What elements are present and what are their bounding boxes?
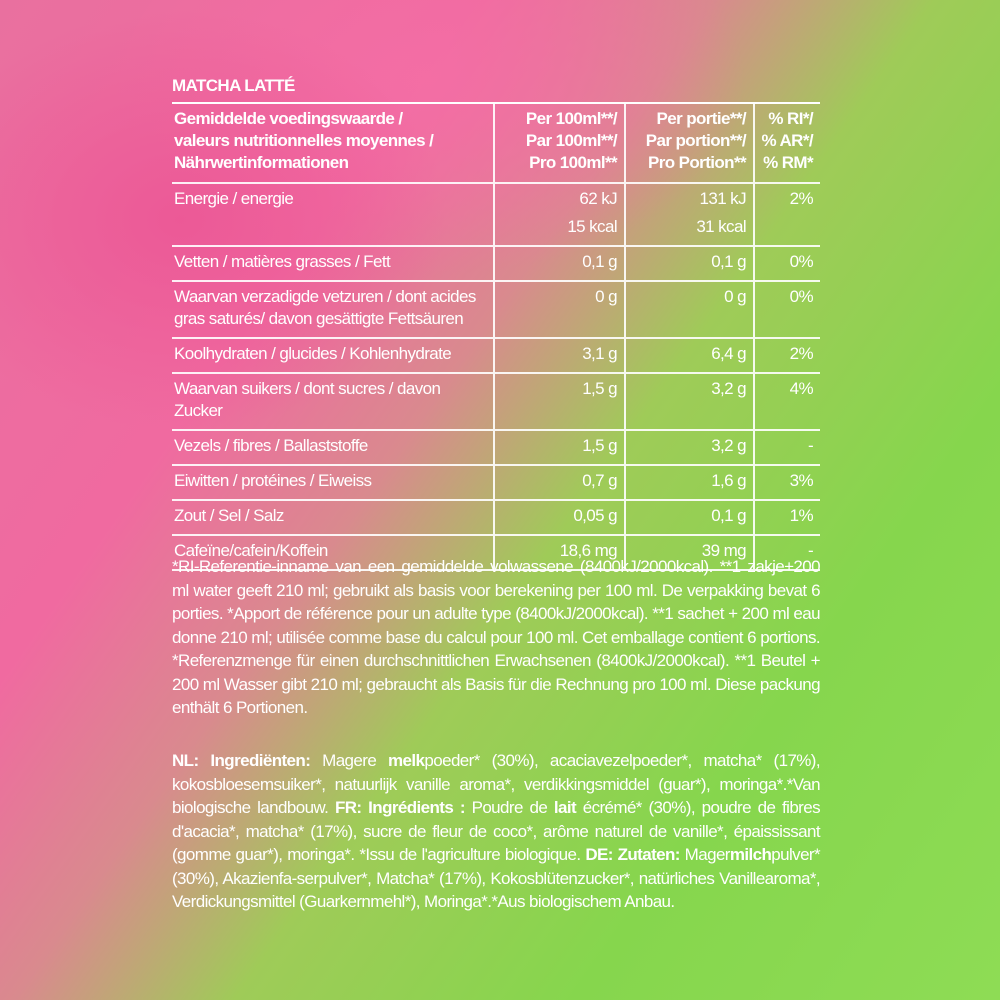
header-line: Per 100ml**/ (525, 109, 617, 128)
nutrient-name (172, 500, 494, 535)
per-portion-value: 0,1 g (711, 506, 746, 525)
per-100ml-value: 18,6 mg (559, 541, 617, 560)
ingredient-text: Mager (679, 845, 730, 864)
per-100ml (494, 373, 625, 430)
ri-percent-value: 2% (789, 344, 813, 363)
ri-percent (754, 281, 820, 338)
ingredient-emphasis: milch (729, 845, 772, 864)
nutrient-name-value: Zout / Sel / Salz (174, 506, 284, 525)
per-100ml (494, 246, 625, 281)
header-per-100ml (494, 104, 625, 183)
header-line: % RM* (763, 153, 813, 172)
nutrition-panel (172, 76, 820, 571)
per-portion (625, 246, 754, 281)
per-100ml (494, 465, 625, 500)
nutrient-name (172, 373, 494, 430)
header-line: Par portion**/ (645, 131, 746, 150)
nutrient-name-value: Vetten / matières grasses / Fett (174, 252, 391, 271)
ri-percent (754, 465, 820, 500)
header-line: valeurs nutritionnelles moyennes / (174, 131, 434, 150)
per-portion-value: 39 mg (701, 541, 746, 560)
ri-percent (754, 246, 820, 281)
per-portion-value: 3,2 g (711, 379, 746, 398)
ingredient-text: Magere (310, 751, 389, 770)
per-portion (625, 373, 754, 430)
per-100ml (494, 183, 625, 246)
per-100ml-value: 62 kJ (579, 189, 617, 208)
per-portion-value: 6,4 g (711, 344, 746, 363)
nutrient-name-value: Energie / energie (174, 189, 294, 208)
ri-percent (754, 373, 820, 430)
nutrient-name-value: Vezels / fibres / Ballaststoffe (174, 436, 368, 455)
nutrient-name (172, 281, 494, 338)
header-line: % AR*/ (761, 131, 813, 150)
per-portion (625, 465, 754, 500)
per-portion-value: 3,2 g (711, 436, 746, 455)
per-100ml (494, 430, 625, 465)
ingredient-emphasis: lait (553, 798, 577, 817)
header-line: % RI*/ (768, 109, 813, 128)
ri-percent-value: 4% (789, 379, 813, 398)
table-row (172, 430, 820, 465)
per-portion-value: 131 kJ (699, 189, 746, 208)
ri-percent-value: 0% (789, 287, 813, 306)
ingredient-text: poeder* (30%), acaciavezelpoeder*, matcha* (17%), kokosbloesemsuiker*, natuurlijk vanille aroma*, verdikkingsmiddel (guar*), moringa*.*Van biologische landbouw. (172, 751, 820, 817)
ri-percent-value: 2% (789, 189, 813, 208)
ingredient-text: Poudre de (464, 798, 554, 817)
header-ri (754, 104, 820, 183)
nutrient-name-value: Cafeïne/cafein/Koffein (174, 541, 328, 560)
ri-percent (754, 183, 820, 246)
nutrient-name-value: Koolhydraten / glucides / Kohlenhydrate (174, 344, 452, 363)
per-100ml-value: 15 kcal (567, 217, 617, 236)
per-100ml-value: 1,5 g (582, 436, 617, 455)
table-row (172, 465, 820, 500)
per-portion-value: 0 g (724, 287, 746, 306)
nutrient-name (172, 430, 494, 465)
nutrient-name (172, 246, 494, 281)
per-portion-value: 0,1 g (711, 252, 746, 271)
per-100ml-value: 0,05 g (573, 506, 617, 525)
per-100ml-value: 0,1 g (582, 252, 617, 271)
ri-percent-value: - (807, 436, 813, 455)
nutrient-name (172, 183, 494, 246)
per-portion (625, 500, 754, 535)
per-100ml-value: 0,7 g (582, 471, 617, 490)
product-title: MATCHA LATTÉ (172, 76, 820, 104)
ri-percent (754, 500, 820, 535)
ri-percent-value: 3% (789, 471, 813, 490)
header-line: Pro Portion** (648, 153, 746, 172)
per-portion-value: 31 kcal (696, 217, 746, 236)
header-nutrient (172, 104, 494, 183)
per-100ml-value: 0 g (595, 287, 617, 306)
per-100ml (494, 500, 625, 535)
nutrient-name-value: Waarvan suikers / dont sucres / davon Zucker (174, 379, 441, 420)
per-portion (625, 281, 754, 338)
per-100ml-value: 3,1 g (582, 344, 617, 363)
table-header (172, 104, 820, 183)
ri-percent-value: 1% (789, 506, 813, 525)
ri-percent (754, 430, 820, 465)
per-portion (625, 338, 754, 373)
table-row (172, 281, 820, 338)
ingredient-text: pulver* (30%), Akazienfa-serpulver*, Matcha* (17%), Kokosblütenzucker*, natürliches Vanillearoma*, Verdickungsmittel (Guarkernmehl*), Moringa*.*Aus biologischem Anbau. (172, 845, 820, 911)
per-100ml-value: 1,5 g (582, 379, 617, 398)
header-line: Par 100ml**/ (525, 131, 617, 150)
header-line: Pro 100ml** (529, 153, 617, 172)
nutrient-name-value: Waarvan verzadigde vetzuren / dont acides gras saturés/ davon gesättigte Fettsäuren (174, 287, 476, 328)
table-row (172, 500, 820, 535)
table-row (172, 373, 820, 430)
ingredients (172, 749, 820, 914)
ri-percent-value: - (807, 541, 813, 560)
per-100ml (494, 338, 625, 373)
ingredient-emphasis: FR: Ingrédients : (334, 798, 465, 817)
nutrition-table (172, 104, 820, 571)
table-row (172, 246, 820, 281)
footnote: *RI-Referentie-inname van een gemiddelde volwassene (8400kJ/2000kcal). **1 zakje+200 ml water geeft 210 ml; gebruikt als basis voor berekening per 100 ml. De verpakking bevat 6 porties. *Apport de référence pour un adulte type (8400kJ/2000kcal). **1 sachet + 200 ml eau donne 210 ml; utilisée comme base du calcul pour 100 ml. Cet emballage contient 6 portions. *Referenzmenge für einen durchschnittlichen Erwachsenen (8400kJ/2000kcal). **1 Beutel + 200 ml Wasser gibt 210 ml; gebraucht als Basis für die Rechnung pro 100 ml. Diese packung enthält 6 Portionen. (172, 557, 820, 717)
nutrient-name-value: Eiwitten / protéines / Eiweiss (174, 471, 372, 490)
per-100ml (494, 281, 625, 338)
ri-percent (754, 338, 820, 373)
ingredient-emphasis: NL: Ingrediënten: (172, 751, 311, 770)
per-portion (625, 183, 754, 246)
ingredient-emphasis: melk (388, 751, 425, 770)
ingredient-text: écrémé* (30%), poudre de fibres d'acacia*, matcha* (17%), sucre de fleur de coco*, arôme naturel de vanille*, épaississant (gomme guar*), moringa*. *Issu de l'agriculture biologique. (172, 798, 820, 864)
table-row (172, 338, 820, 373)
header-line: Gemiddelde voedingswaarde / (174, 109, 403, 128)
per-portion-value: 1,6 g (711, 471, 746, 490)
ingredient-emphasis: DE: Zutaten: (585, 845, 680, 864)
nutrient-name (172, 338, 494, 373)
header-line: Nährwertinformationen (174, 153, 349, 172)
table-row (172, 183, 820, 246)
ri-percent-value: 0% (789, 252, 813, 271)
header-line: Per portie**/ (656, 109, 746, 128)
header-per-portion (625, 104, 754, 183)
nutrient-name (172, 465, 494, 500)
per-portion (625, 430, 754, 465)
